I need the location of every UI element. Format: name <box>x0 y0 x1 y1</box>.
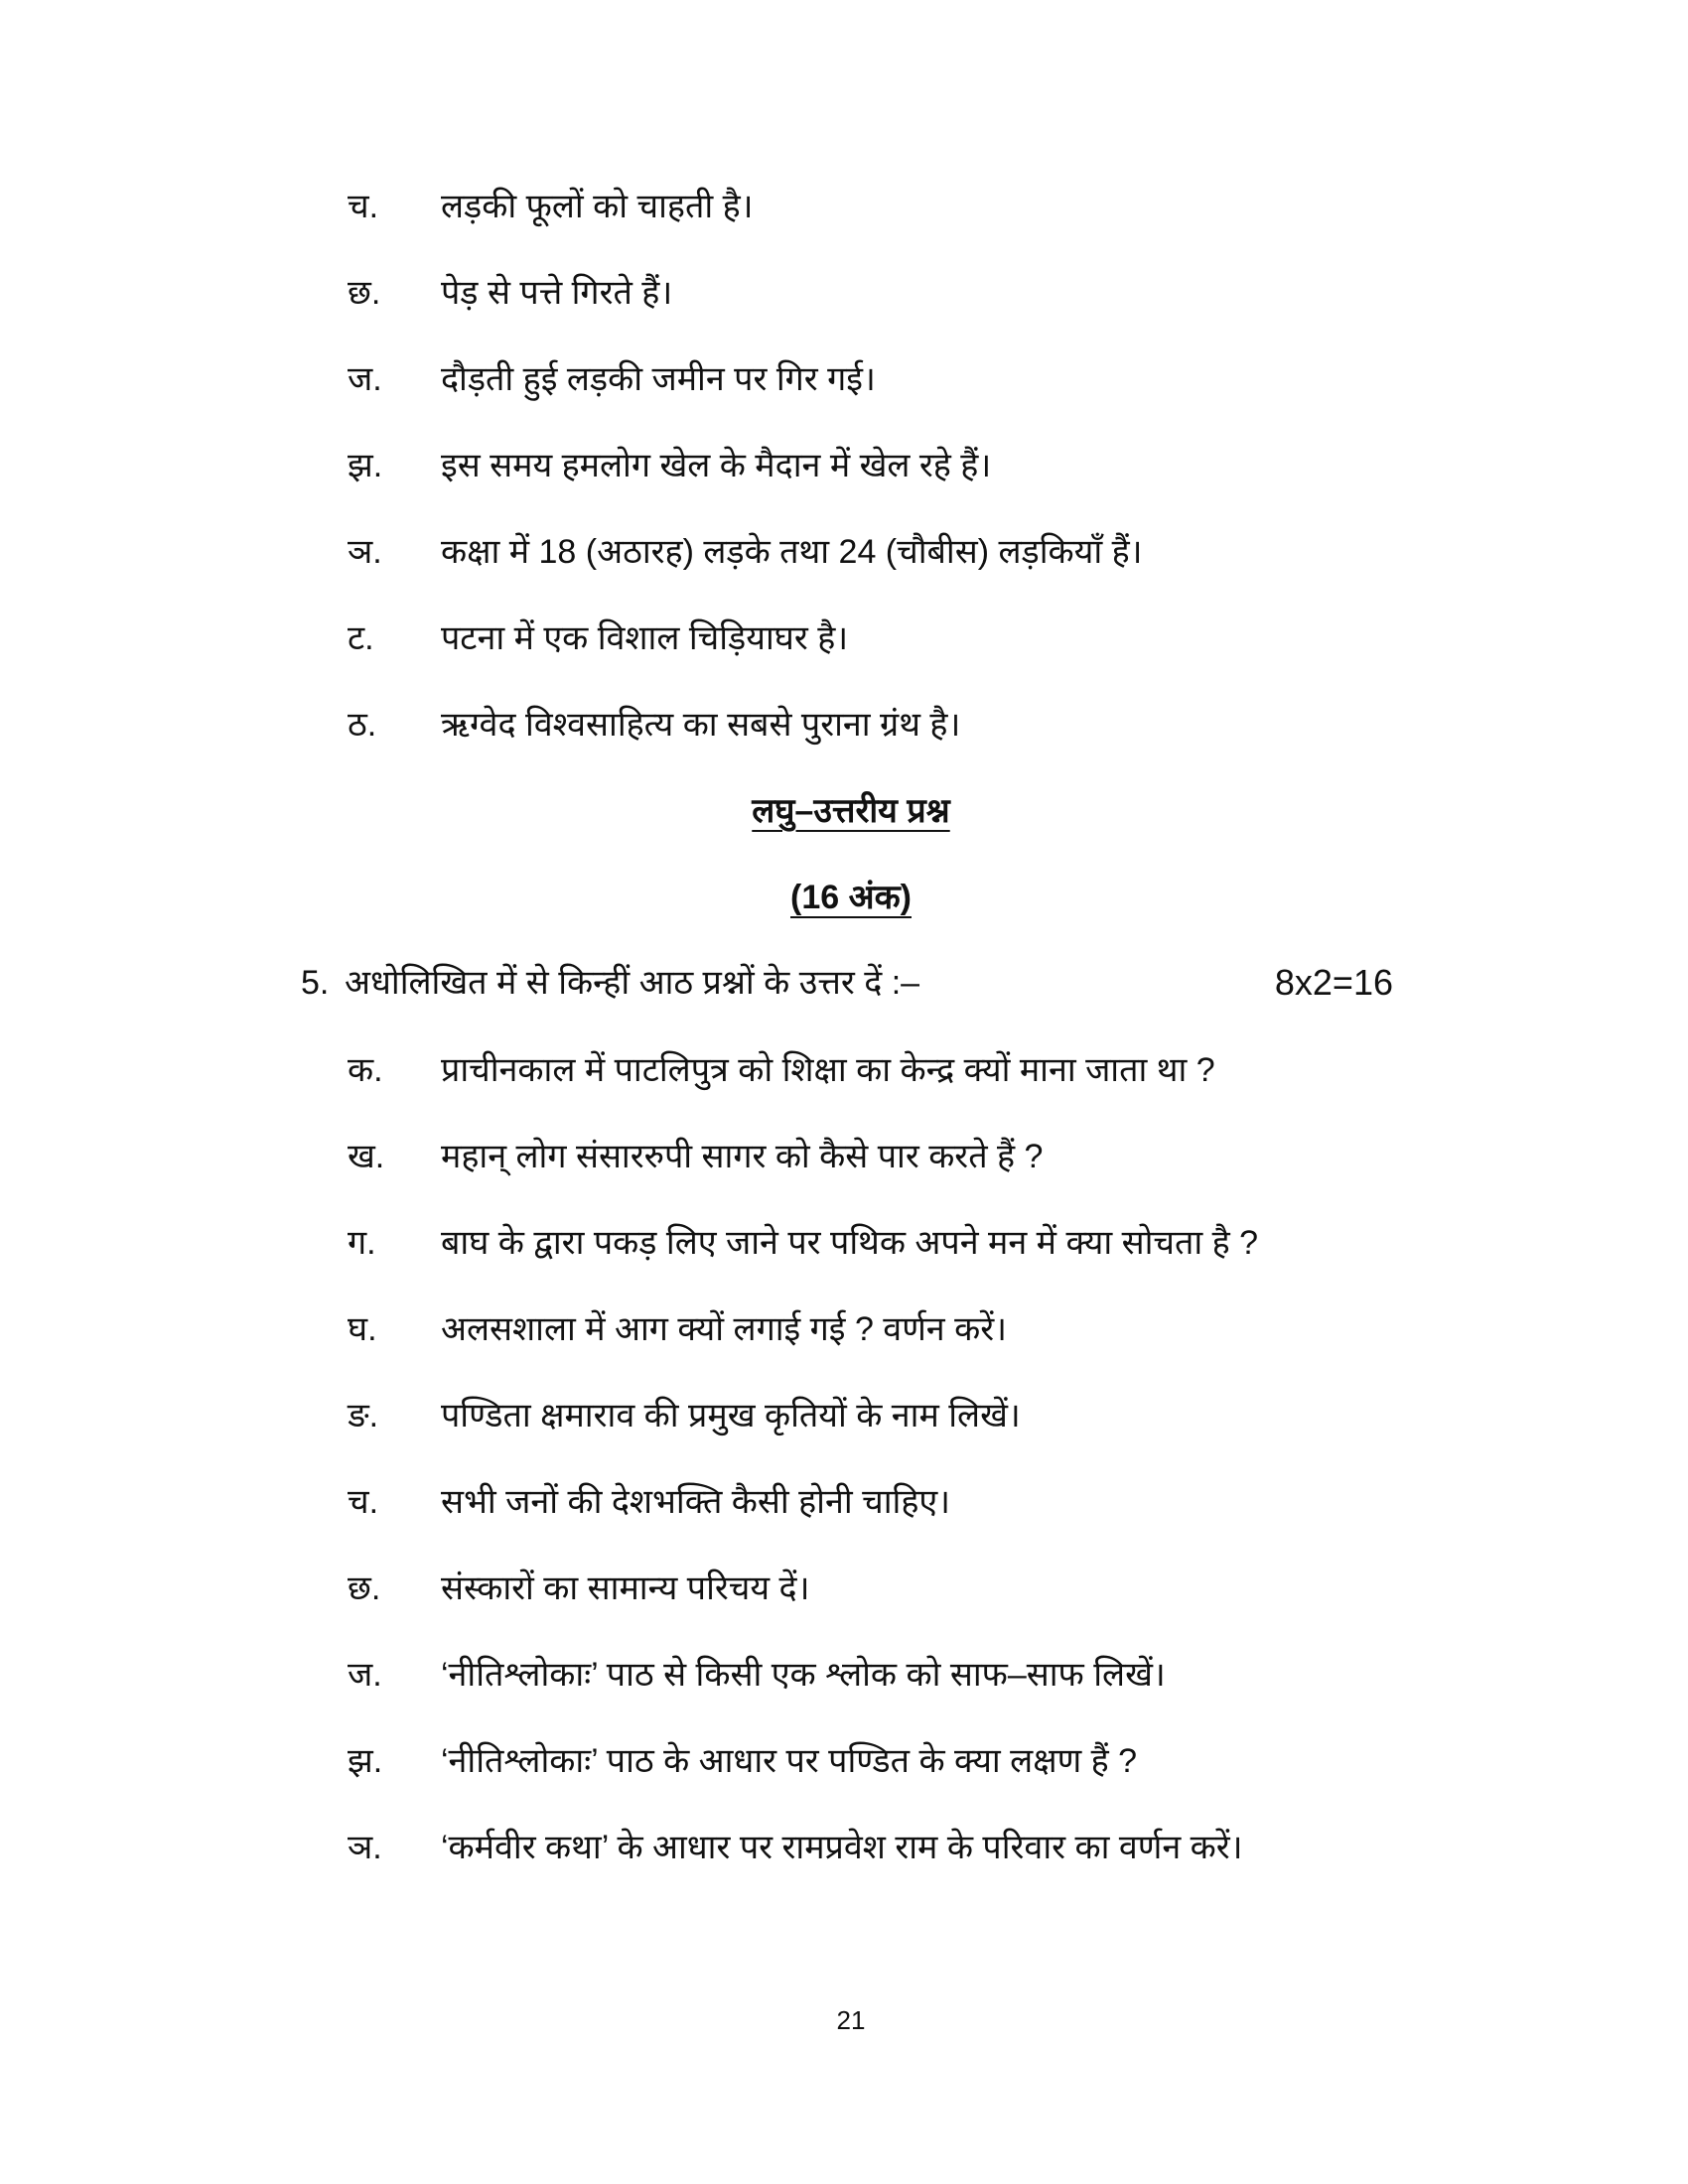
item-label: घ. <box>348 1310 377 1348</box>
list-item <box>0 614 1688 663</box>
item-text: बाघ के द्वारा पकड़ लिए जाने पर पथिक अपने मन में क्या सोचता है ? <box>441 1224 1259 1262</box>
section-marks-text: (16 अंक) <box>790 879 912 916</box>
section-title-text: लघु–उत्तरीय प्रश्न <box>752 792 950 830</box>
item-text: अलसशाला में आग क्यों लगाई गई ? वर्णन करें। <box>441 1310 1008 1348</box>
section-marks <box>0 873 1688 922</box>
item-label: झ. <box>348 1742 383 1780</box>
item-label: ञ. <box>348 533 382 571</box>
question-number: 5. <box>301 964 330 1002</box>
item-text: लड़की फूलों को चाहती है। <box>441 188 754 225</box>
section-title <box>0 786 1688 836</box>
list-item <box>0 1304 1688 1354</box>
list-item <box>0 182 1688 231</box>
list-item <box>0 268 1688 318</box>
item-text: ‘कर्मवीर कथा’ के आधार पर रामप्रवेश राम के परिवार का वर्णन करें। <box>441 1829 1243 1866</box>
item-label: ठ. <box>348 706 377 744</box>
item-label: ग. <box>348 1224 376 1262</box>
list-item <box>0 1218 1688 1268</box>
list-item <box>0 1823 1688 1872</box>
item-text: पेड़ से पत्ते गिरते हैं। <box>441 274 673 312</box>
list-item <box>0 1477 1688 1527</box>
item-text: पटना में एक विशाल चिड़ियाघर है। <box>441 619 849 657</box>
item-text: ‘नीतिश्लोकाः’ पाठ से किसी एक श्लोक को साफ–साफ लिखें। <box>441 1656 1166 1694</box>
item-label: च. <box>348 1483 379 1521</box>
item-label: ख. <box>348 1138 385 1175</box>
item-text: सभी जनों की देशभक्ति कैसी होनी चाहिए। <box>441 1483 951 1521</box>
question-5 <box>0 958 1688 1008</box>
item-label: छ. <box>348 1570 381 1607</box>
item-text: दौड़ती हुई लड़की जमीन पर गिर गई। <box>441 360 876 398</box>
item-label: ज. <box>348 1656 382 1694</box>
list-item <box>0 1736 1688 1786</box>
item-text: इस समय हमलोग खेल के मैदान में खेल रहे हैं। <box>441 447 992 484</box>
list-item <box>0 1132 1688 1181</box>
item-label: च. <box>348 188 379 225</box>
list-item <box>0 441 1688 490</box>
item-label: ज. <box>348 360 382 398</box>
list-item <box>0 1650 1688 1700</box>
item-label: झ. <box>348 447 383 484</box>
item-label: ञ. <box>348 1829 382 1866</box>
question-marks: 8x2=16 <box>1274 962 1393 1003</box>
item-text: संस्कारों का सामान्य परिचय दें। <box>441 1570 810 1607</box>
item-label: ङ. <box>348 1397 379 1434</box>
item-label: छ. <box>348 274 381 312</box>
list-item <box>0 354 1688 404</box>
item-text: महान् लोग संसाररुपी सागर को कैसे पार करते हैं ? <box>441 1138 1044 1175</box>
question-text: अधोलिखित में से किन्हीं आठ प्रश्नों के उत्तर दें :– <box>345 964 920 1002</box>
item-text: पण्डिता क्षमाराव की प्रमुख कृतियों के नाम लिखें। <box>441 1397 1021 1434</box>
list-item <box>0 1391 1688 1440</box>
item-text: प्राचीनकाल में पाटलिपुत्र को शिक्षा का केन्द्र क्यों माना जाता था ? <box>441 1051 1215 1089</box>
list-item <box>0 1045 1688 1095</box>
item-label: क. <box>348 1051 383 1089</box>
list-item <box>0 527 1688 577</box>
list-item <box>0 700 1688 750</box>
item-label: ट. <box>348 619 374 657</box>
item-text: ‘नीतिश्लोकाः’ पाठ के आधार पर पण्डित के क्या लक्षण हैं ? <box>441 1742 1138 1780</box>
item-text: ऋग्वेद विश्वसाहित्य का सबसे पुराना ग्रंथ है। <box>441 706 961 744</box>
item-text: कक्षा में 18 (अठारह) लड़के तथा 24 (चौबीस) लड़कियाँ हैं। <box>441 533 1143 571</box>
page-number: 21 <box>836 2005 866 2035</box>
list-item <box>0 1564 1688 1613</box>
